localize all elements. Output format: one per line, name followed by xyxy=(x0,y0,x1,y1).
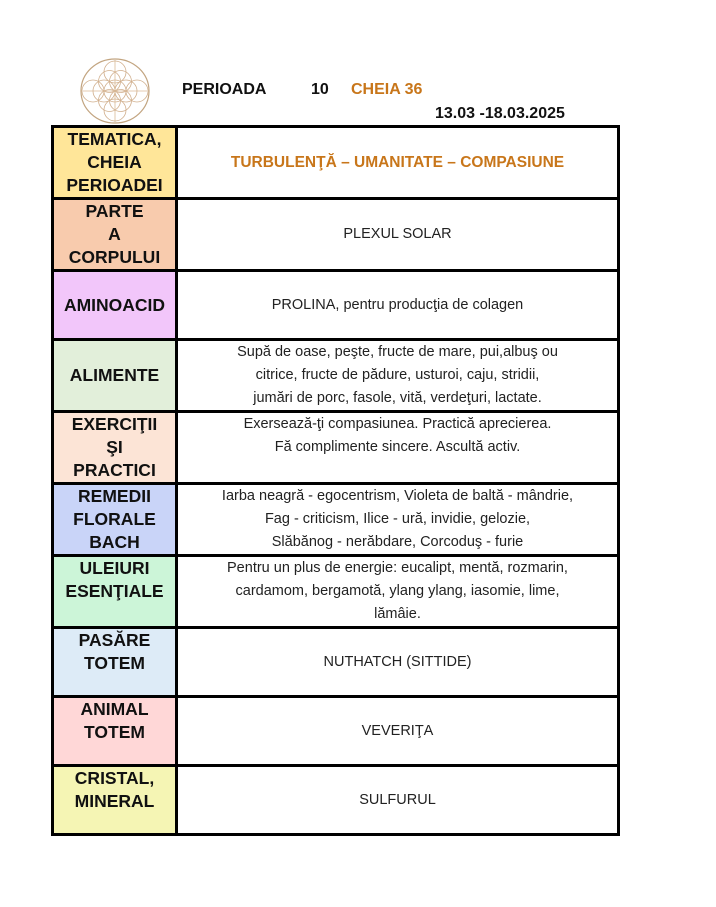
value-line: citrice, fructe de pădure, usturoi, caju, stridii, xyxy=(255,367,540,383)
value-line: cardamom, bergamotă, ylang ylang, iasomie, lime, xyxy=(235,583,560,599)
table-row-aminoacid xyxy=(53,271,619,340)
table-row-tematica xyxy=(53,127,619,199)
row-label-exercitii xyxy=(53,412,177,484)
row-label-cristal-mineral xyxy=(53,766,177,835)
value-line: PLEXUL SOLAR xyxy=(343,226,452,242)
label-line: CHEIA xyxy=(87,152,142,172)
table-row-cristal-mineral xyxy=(53,766,619,835)
label-line: ŞI xyxy=(106,437,123,457)
row-value-exercitii xyxy=(177,412,619,484)
label-line: PARTE xyxy=(85,201,144,221)
value-line: Exersează-ţi compasiunea. Practică aprecierea. xyxy=(243,416,552,432)
value-line: lămâie. xyxy=(374,606,421,622)
table-row-uleiuri xyxy=(53,556,619,628)
perioada-label: PERIOADA xyxy=(182,81,267,98)
label-line: CORPULUI xyxy=(68,247,161,267)
row-value-remedii-bach xyxy=(177,484,619,556)
value-line: Fag - criticism, Ilice - ură, invidie, gelozie, xyxy=(264,511,531,527)
label-line: PASĂRE xyxy=(78,630,151,650)
row-value-animal-totem xyxy=(177,697,619,766)
row-label-pasare-totem xyxy=(53,628,177,697)
label-line: TOTEM xyxy=(84,653,145,673)
label-line: EXERCIŢII xyxy=(71,414,158,434)
label-line: REMEDII xyxy=(78,486,151,506)
label-line: TEMATICA, xyxy=(67,129,162,149)
flower-of-life-logo xyxy=(79,58,151,124)
label-line: A xyxy=(108,224,121,244)
value-line: Supă de oase, peşte, fructe de mare, pui,albuş ou xyxy=(237,344,558,360)
table-row-parte-corpului xyxy=(53,199,619,271)
label-line: PRACTICI xyxy=(73,460,156,480)
cheia-label: CHEIA 36 xyxy=(351,81,423,98)
value-line: PROLINA, pentru producţia de colagen xyxy=(271,296,524,313)
table-row-pasare-totem xyxy=(53,628,619,697)
value-line: Iarba neagră - egocentrism, Violeta de baltă - mândrie, xyxy=(221,488,574,504)
label-line: PERIOADEI xyxy=(66,175,163,195)
row-label-animal-totem xyxy=(53,697,177,766)
row-value-uleiuri xyxy=(177,556,619,628)
row-value-aminoacid xyxy=(177,271,619,340)
value-line: SULFURUL xyxy=(359,791,436,808)
perioada-number: 10 xyxy=(311,81,329,98)
label-line: ANIMAL xyxy=(80,699,149,719)
value-line: NUTHATCH (SITTIDE) xyxy=(323,653,472,670)
info-table xyxy=(51,125,620,836)
row-value-cristal-mineral xyxy=(177,766,619,835)
label-line: BACH xyxy=(89,532,140,552)
table-row-animal-totem xyxy=(53,697,619,766)
row-value-parte-corpului xyxy=(177,199,619,271)
table-row-alimente xyxy=(53,340,619,412)
label-line: CRISTAL, xyxy=(74,768,155,788)
label-line: MINERAL xyxy=(74,791,155,811)
label-line: TOTEM xyxy=(84,722,145,742)
label-line: AMINOACID xyxy=(63,294,166,315)
value-line: TURBULENŢĂ – UMANITATE – COMPASIUNE xyxy=(230,154,565,171)
label-line: FLORALE xyxy=(73,509,156,529)
table-row-exercitii xyxy=(53,412,619,484)
row-label-alimente xyxy=(53,340,177,412)
row-value-alimente xyxy=(177,340,619,412)
row-value-tematica xyxy=(177,127,619,199)
row-label-remedii-bach xyxy=(53,484,177,556)
value-line: VEVERIŢA xyxy=(361,722,434,739)
value-line: jumări de porc, fasole, vită, verdeţuri, lactate. xyxy=(253,390,542,406)
row-label-parte-corpului xyxy=(53,199,177,271)
row-label-aminoacid xyxy=(53,271,177,340)
row-label-tematica xyxy=(53,127,177,199)
row-label-uleiuri xyxy=(53,556,177,628)
value-line: Pentru un plus de energie: eucalipt, mentă, rozmarin, xyxy=(227,560,568,576)
value-line: Slăbănog - nerăbdare, Corcoduş - furie xyxy=(271,534,524,550)
label-line: ALIMENTE xyxy=(69,365,160,385)
value-line: Fă complimente sincere. Ascultă activ. xyxy=(274,439,521,455)
label-line: ULEIURI xyxy=(79,558,150,578)
label-line: ESENŢIALE xyxy=(65,581,164,601)
row-value-pasare-totem xyxy=(177,628,619,697)
table-row-remedii-bach xyxy=(53,484,619,556)
date-range: 13.03 -18.03.2025 xyxy=(435,105,565,122)
